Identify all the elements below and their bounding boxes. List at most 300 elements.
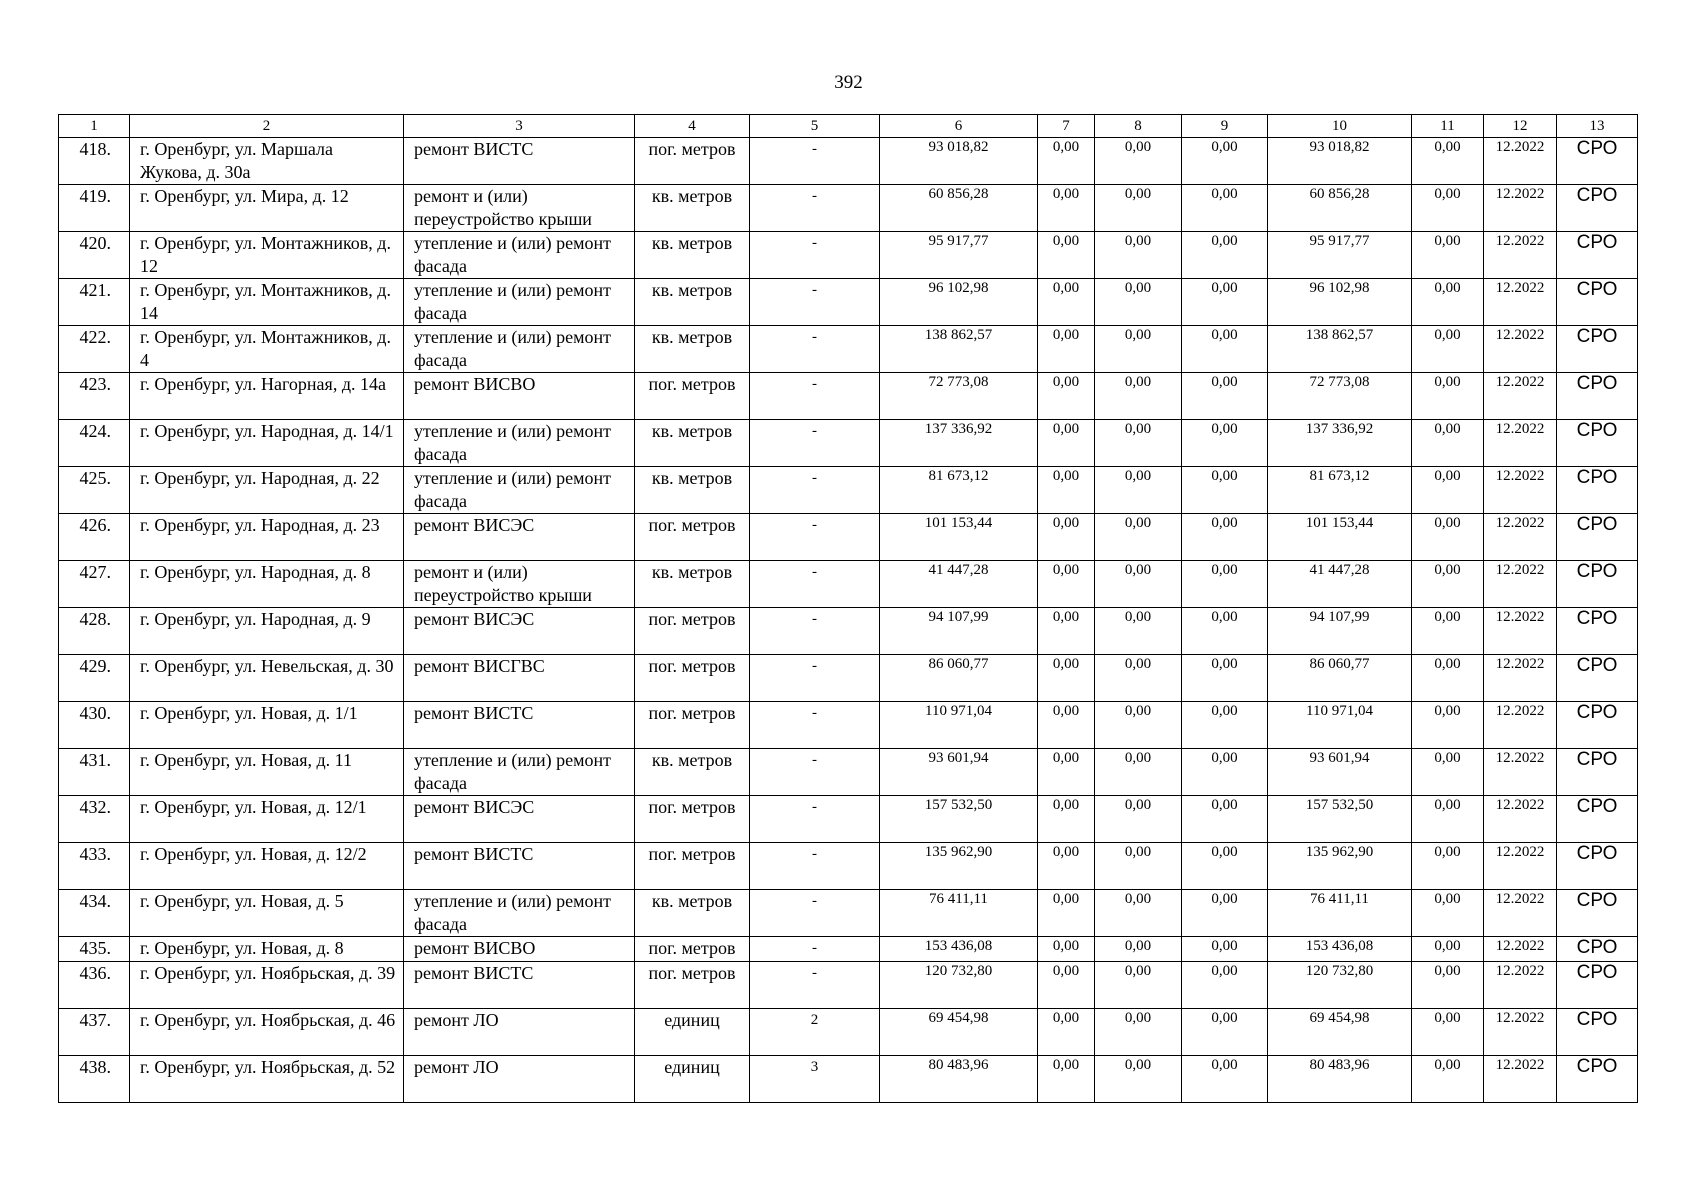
quantity-cell: 2: [750, 1009, 880, 1056]
col7-cell: 0,00: [1038, 467, 1095, 514]
col9-cell: 0,00: [1182, 373, 1268, 420]
col9-cell: 0,00: [1182, 467, 1268, 514]
work-type-cell: ремонт ВИСТС: [404, 962, 635, 1009]
address-cell: г. Оренбург, ул. Новая, д. 11: [130, 749, 404, 796]
col9-cell: 0,00: [1182, 420, 1268, 467]
total-cost-cell: 93 601,94: [880, 749, 1038, 796]
table-row: [59, 373, 1638, 420]
date-cell: 12.2022: [1484, 326, 1557, 373]
col9-cell: 0,00: [1182, 326, 1268, 373]
col9-cell: 0,00: [1182, 962, 1268, 1009]
date-cell: 12.2022: [1484, 843, 1557, 890]
column-header-2: 2: [130, 115, 404, 138]
work-type-cell: утепление и (или) ремонт фасада: [404, 279, 635, 326]
total-cost-cell: 110 971,04: [880, 702, 1038, 749]
total-cost-cell: 72 773,08: [880, 373, 1038, 420]
work-type-cell: утепление и (или) ремонт фасада: [404, 232, 635, 279]
total-cost-cell: 41 447,28: [880, 561, 1038, 608]
table-row: [59, 561, 1638, 608]
col7-cell: 0,00: [1038, 843, 1095, 890]
col7-cell: 0,00: [1038, 655, 1095, 702]
row-number: 419.: [59, 185, 130, 232]
date-cell: 12.2022: [1484, 373, 1557, 420]
col9-cell: 0,00: [1182, 937, 1268, 962]
date-cell: 12.2022: [1484, 561, 1557, 608]
unit-cell: пог. метров: [635, 514, 750, 561]
quantity-cell: -: [750, 937, 880, 962]
row-number: 434.: [59, 890, 130, 937]
quantity-cell: -: [750, 843, 880, 890]
work-type-cell: утепление и (или) ремонт фасада: [404, 467, 635, 514]
col7-cell: 0,00: [1038, 185, 1095, 232]
col11-cell: 0,00: [1412, 373, 1484, 420]
unit-cell: пог. метров: [635, 796, 750, 843]
col9-cell: 0,00: [1182, 843, 1268, 890]
unit-cell: единиц: [635, 1009, 750, 1056]
date-cell: 12.2022: [1484, 749, 1557, 796]
col8-cell: 0,00: [1095, 937, 1182, 962]
address-cell: г. Оренбург, ул. Новая, д. 5: [130, 890, 404, 937]
col11-cell: 0,00: [1412, 185, 1484, 232]
col8-cell: 0,00: [1095, 796, 1182, 843]
table-row: [59, 467, 1638, 514]
total-cost-cell: 157 532,50: [880, 796, 1038, 843]
total-cost-cell: 95 917,77: [880, 232, 1038, 279]
address-cell: г. Оренбург, ул. Народная, д. 9: [130, 608, 404, 655]
date-cell: 12.2022: [1484, 420, 1557, 467]
work-type-cell: ремонт и (или) переустройство крыши: [404, 561, 635, 608]
col9-cell: 0,00: [1182, 796, 1268, 843]
address-cell: г. Оренбург, ул. Народная, д. 23: [130, 514, 404, 561]
table-header-row: [59, 115, 1638, 138]
col10-cell: 94 107,99: [1268, 608, 1412, 655]
method-cell: СРО: [1557, 561, 1638, 608]
date-cell: 12.2022: [1484, 890, 1557, 937]
unit-cell: пог. метров: [635, 843, 750, 890]
work-type-cell: утепление и (или) ремонт фасада: [404, 326, 635, 373]
method-cell: СРО: [1557, 232, 1638, 279]
col7-cell: 0,00: [1038, 749, 1095, 796]
row-number: 428.: [59, 608, 130, 655]
col10-cell: 76 411,11: [1268, 890, 1412, 937]
col10-cell: 95 917,77: [1268, 232, 1412, 279]
col11-cell: 0,00: [1412, 608, 1484, 655]
col8-cell: 0,00: [1095, 467, 1182, 514]
column-header-3: 3: [404, 115, 635, 138]
unit-cell: пог. метров: [635, 138, 750, 185]
row-number: 418.: [59, 138, 130, 185]
work-type-cell: ремонт ВИСТС: [404, 138, 635, 185]
quantity-cell: 3: [750, 1056, 880, 1103]
col8-cell: 0,00: [1095, 1056, 1182, 1103]
method-cell: СРО: [1557, 843, 1638, 890]
table-row: [59, 514, 1638, 561]
col11-cell: 0,00: [1412, 514, 1484, 561]
col8-cell: 0,00: [1095, 373, 1182, 420]
row-number: 435.: [59, 937, 130, 962]
address-cell: г. Оренбург, ул. Монтажников, д. 4: [130, 326, 404, 373]
col9-cell: 0,00: [1182, 655, 1268, 702]
unit-cell: кв. метров: [635, 185, 750, 232]
method-cell: СРО: [1557, 185, 1638, 232]
date-cell: 12.2022: [1484, 232, 1557, 279]
unit-cell: кв. метров: [635, 232, 750, 279]
quantity-cell: -: [750, 702, 880, 749]
col9-cell: 0,00: [1182, 279, 1268, 326]
col11-cell: 0,00: [1412, 655, 1484, 702]
method-cell: СРО: [1557, 702, 1638, 749]
column-header-13: 13: [1557, 115, 1638, 138]
address-cell: г. Оренбург, ул. Народная, д. 22: [130, 467, 404, 514]
col8-cell: 0,00: [1095, 185, 1182, 232]
address-cell: г. Оренбург, ул. Новая, д. 8: [130, 937, 404, 962]
address-cell: г. Оренбург, ул. Нагорная, д. 14а: [130, 373, 404, 420]
col11-cell: 0,00: [1412, 962, 1484, 1009]
col7-cell: 0,00: [1038, 373, 1095, 420]
row-number: 420.: [59, 232, 130, 279]
address-cell: г. Оренбург, ул. Маршала Жукова, д. 30а: [130, 138, 404, 185]
table-row: [59, 420, 1638, 467]
total-cost-cell: 94 107,99: [880, 608, 1038, 655]
row-number: 421.: [59, 279, 130, 326]
quantity-cell: -: [750, 232, 880, 279]
address-cell: г. Оренбург, ул. Невельская, д. 30: [130, 655, 404, 702]
col11-cell: 0,00: [1412, 749, 1484, 796]
col7-cell: 0,00: [1038, 890, 1095, 937]
col9-cell: 0,00: [1182, 514, 1268, 561]
col10-cell: 138 862,57: [1268, 326, 1412, 373]
work-type-cell: утепление и (или) ремонт фасада: [404, 890, 635, 937]
method-cell: СРО: [1557, 937, 1638, 962]
quantity-cell: -: [750, 890, 880, 937]
date-cell: 12.2022: [1484, 185, 1557, 232]
unit-cell: пог. метров: [635, 373, 750, 420]
quantity-cell: -: [750, 138, 880, 185]
unit-cell: пог. метров: [635, 655, 750, 702]
table-row: [59, 749, 1638, 796]
date-cell: 12.2022: [1484, 138, 1557, 185]
unit-cell: пог. метров: [635, 702, 750, 749]
table-row: [59, 232, 1638, 279]
col7-cell: 0,00: [1038, 937, 1095, 962]
col10-cell: 157 532,50: [1268, 796, 1412, 843]
column-header-10: 10: [1268, 115, 1412, 138]
row-number: 422.: [59, 326, 130, 373]
column-header-11: 11: [1412, 115, 1484, 138]
column-header-1: 1: [59, 115, 130, 138]
quantity-cell: -: [750, 420, 880, 467]
col7-cell: 0,00: [1038, 1056, 1095, 1103]
work-type-cell: ремонт и (или) переустройство крыши: [404, 185, 635, 232]
date-cell: 12.2022: [1484, 1056, 1557, 1103]
col8-cell: 0,00: [1095, 843, 1182, 890]
total-cost-cell: 81 673,12: [880, 467, 1038, 514]
col8-cell: 0,00: [1095, 890, 1182, 937]
col10-cell: 80 483,96: [1268, 1056, 1412, 1103]
col10-cell: 120 732,80: [1268, 962, 1412, 1009]
col8-cell: 0,00: [1095, 702, 1182, 749]
total-cost-cell: 86 060,77: [880, 655, 1038, 702]
method-cell: СРО: [1557, 373, 1638, 420]
col7-cell: 0,00: [1038, 420, 1095, 467]
col11-cell: 0,00: [1412, 279, 1484, 326]
col11-cell: 0,00: [1412, 467, 1484, 514]
table-row: [59, 937, 1638, 962]
table-row: [59, 655, 1638, 702]
address-cell: г. Оренбург, ул. Новая, д. 1/1: [130, 702, 404, 749]
row-number: 438.: [59, 1056, 130, 1103]
work-type-cell: ремонт ВИСЭС: [404, 796, 635, 843]
unit-cell: пог. метров: [635, 608, 750, 655]
unit-cell: кв. метров: [635, 561, 750, 608]
column-header-8: 8: [1095, 115, 1182, 138]
col8-cell: 0,00: [1095, 655, 1182, 702]
row-number: 431.: [59, 749, 130, 796]
total-cost-cell: 93 018,82: [880, 138, 1038, 185]
address-cell: г. Оренбург, ул. Народная, д. 14/1: [130, 420, 404, 467]
date-cell: 12.2022: [1484, 655, 1557, 702]
col8-cell: 0,00: [1095, 279, 1182, 326]
col11-cell: 0,00: [1412, 796, 1484, 843]
col11-cell: 0,00: [1412, 232, 1484, 279]
work-type-cell: ремонт ВИСВО: [404, 937, 635, 962]
col10-cell: 69 454,98: [1268, 1009, 1412, 1056]
total-cost-cell: 69 454,98: [880, 1009, 1038, 1056]
quantity-cell: -: [750, 749, 880, 796]
col10-cell: 41 447,28: [1268, 561, 1412, 608]
row-number: 432.: [59, 796, 130, 843]
method-cell: СРО: [1557, 326, 1638, 373]
total-cost-cell: 96 102,98: [880, 279, 1038, 326]
col10-cell: 137 336,92: [1268, 420, 1412, 467]
col9-cell: 0,00: [1182, 608, 1268, 655]
col10-cell: 93 018,82: [1268, 138, 1412, 185]
col7-cell: 0,00: [1038, 1009, 1095, 1056]
table-row: [59, 138, 1638, 185]
page-number: 392: [834, 72, 863, 93]
method-cell: СРО: [1557, 655, 1638, 702]
col8-cell: 0,00: [1095, 232, 1182, 279]
quantity-cell: -: [750, 962, 880, 1009]
row-number: 425.: [59, 467, 130, 514]
col10-cell: 110 971,04: [1268, 702, 1412, 749]
col10-cell: 153 436,08: [1268, 937, 1412, 962]
col10-cell: 93 601,94: [1268, 749, 1412, 796]
method-cell: СРО: [1557, 279, 1638, 326]
total-cost-cell: 80 483,96: [880, 1056, 1038, 1103]
col7-cell: 0,00: [1038, 561, 1095, 608]
quantity-cell: -: [750, 561, 880, 608]
unit-cell: пог. метров: [635, 937, 750, 962]
date-cell: 12.2022: [1484, 467, 1557, 514]
col8-cell: 0,00: [1095, 962, 1182, 1009]
col11-cell: 0,00: [1412, 1009, 1484, 1056]
address-cell: г. Оренбург, ул. Монтажников, д. 12: [130, 232, 404, 279]
row-number: 429.: [59, 655, 130, 702]
col8-cell: 0,00: [1095, 561, 1182, 608]
method-cell: СРО: [1557, 514, 1638, 561]
work-type-cell: утепление и (или) ремонт фасада: [404, 749, 635, 796]
col7-cell: 0,00: [1038, 702, 1095, 749]
col10-cell: 60 856,28: [1268, 185, 1412, 232]
total-cost-cell: 135 962,90: [880, 843, 1038, 890]
col11-cell: 0,00: [1412, 138, 1484, 185]
col8-cell: 0,00: [1095, 749, 1182, 796]
method-cell: СРО: [1557, 608, 1638, 655]
quantity-cell: -: [750, 279, 880, 326]
col7-cell: 0,00: [1038, 279, 1095, 326]
col10-cell: 86 060,77: [1268, 655, 1412, 702]
col11-cell: 0,00: [1412, 843, 1484, 890]
table-row: [59, 608, 1638, 655]
col9-cell: 0,00: [1182, 749, 1268, 796]
col11-cell: 0,00: [1412, 702, 1484, 749]
method-cell: СРО: [1557, 1056, 1638, 1103]
address-cell: г. Оренбург, ул. Народная, д. 8: [130, 561, 404, 608]
date-cell: 12.2022: [1484, 796, 1557, 843]
unit-cell: кв. метров: [635, 420, 750, 467]
col7-cell: 0,00: [1038, 326, 1095, 373]
col11-cell: 0,00: [1412, 420, 1484, 467]
col9-cell: 0,00: [1182, 185, 1268, 232]
column-header-7: 7: [1038, 115, 1095, 138]
date-cell: 12.2022: [1484, 962, 1557, 1009]
work-type-cell: ремонт ВИСВО: [404, 373, 635, 420]
work-type-cell: утепление и (или) ремонт фасада: [404, 420, 635, 467]
quantity-cell: -: [750, 796, 880, 843]
unit-cell: кв. метров: [635, 890, 750, 937]
column-header-9: 9: [1182, 115, 1268, 138]
col7-cell: 0,00: [1038, 232, 1095, 279]
work-type-cell: ремонт ЛО: [404, 1009, 635, 1056]
total-cost-cell: 153 436,08: [880, 937, 1038, 962]
address-cell: г. Оренбург, ул. Монтажников, д. 14: [130, 279, 404, 326]
quantity-cell: -: [750, 655, 880, 702]
col7-cell: 0,00: [1038, 514, 1095, 561]
quantity-cell: -: [750, 326, 880, 373]
table-row: [59, 962, 1638, 1009]
address-cell: г. Оренбург, ул. Ноябрьская, д. 46: [130, 1009, 404, 1056]
method-cell: СРО: [1557, 890, 1638, 937]
method-cell: СРО: [1557, 467, 1638, 514]
col8-cell: 0,00: [1095, 1009, 1182, 1056]
total-cost-cell: 76 411,11: [880, 890, 1038, 937]
col9-cell: 0,00: [1182, 232, 1268, 279]
work-type-cell: ремонт ВИСЭС: [404, 608, 635, 655]
unit-cell: единиц: [635, 1056, 750, 1103]
table-row: [59, 702, 1638, 749]
method-cell: СРО: [1557, 749, 1638, 796]
address-cell: г. Оренбург, ул. Ноябрьская, д. 52: [130, 1056, 404, 1103]
row-number: 436.: [59, 962, 130, 1009]
total-cost-cell: 101 153,44: [880, 514, 1038, 561]
method-cell: СРО: [1557, 796, 1638, 843]
quantity-cell: -: [750, 467, 880, 514]
column-header-4: 4: [635, 115, 750, 138]
col8-cell: 0,00: [1095, 420, 1182, 467]
data-table: [58, 114, 1638, 1103]
col7-cell: 0,00: [1038, 962, 1095, 1009]
col10-cell: 81 673,12: [1268, 467, 1412, 514]
table-row: [59, 796, 1638, 843]
work-type-cell: ремонт ЛО: [404, 1056, 635, 1103]
date-cell: 12.2022: [1484, 279, 1557, 326]
col9-cell: 0,00: [1182, 561, 1268, 608]
row-number: 437.: [59, 1009, 130, 1056]
col10-cell: 72 773,08: [1268, 373, 1412, 420]
col8-cell: 0,00: [1095, 326, 1182, 373]
table-row: [59, 185, 1638, 232]
total-cost-cell: 60 856,28: [880, 185, 1038, 232]
table-row: [59, 890, 1638, 937]
col8-cell: 0,00: [1095, 138, 1182, 185]
quantity-cell: -: [750, 514, 880, 561]
unit-cell: кв. метров: [635, 326, 750, 373]
work-type-cell: ремонт ВИСГВС: [404, 655, 635, 702]
col9-cell: 0,00: [1182, 1056, 1268, 1103]
table-row: [59, 843, 1638, 890]
table-body: [59, 138, 1638, 1103]
col10-cell: 101 153,44: [1268, 514, 1412, 561]
table-row: [59, 1056, 1638, 1103]
table-row: [59, 1009, 1638, 1056]
date-cell: 12.2022: [1484, 514, 1557, 561]
work-type-cell: ремонт ВИСЭС: [404, 514, 635, 561]
row-number: 424.: [59, 420, 130, 467]
date-cell: 12.2022: [1484, 937, 1557, 962]
row-number: 427.: [59, 561, 130, 608]
column-header-12: 12: [1484, 115, 1557, 138]
col9-cell: 0,00: [1182, 1009, 1268, 1056]
total-cost-cell: 137 336,92: [880, 420, 1038, 467]
col11-cell: 0,00: [1412, 890, 1484, 937]
unit-cell: кв. метров: [635, 467, 750, 514]
col11-cell: 0,00: [1412, 326, 1484, 373]
table-row: [59, 326, 1638, 373]
column-header-6: 6: [880, 115, 1038, 138]
unit-cell: кв. метров: [635, 749, 750, 796]
col10-cell: 135 962,90: [1268, 843, 1412, 890]
col11-cell: 0,00: [1412, 561, 1484, 608]
total-cost-cell: 120 732,80: [880, 962, 1038, 1009]
method-cell: СРО: [1557, 138, 1638, 185]
col8-cell: 0,00: [1095, 608, 1182, 655]
address-cell: г. Оренбург, ул. Новая, д. 12/1: [130, 796, 404, 843]
address-cell: г. Оренбург, ул. Ноябрьская, д. 39: [130, 962, 404, 1009]
col11-cell: 0,00: [1412, 1056, 1484, 1103]
col10-cell: 96 102,98: [1268, 279, 1412, 326]
col7-cell: 0,00: [1038, 608, 1095, 655]
table-row: [59, 279, 1638, 326]
col8-cell: 0,00: [1095, 514, 1182, 561]
work-type-cell: ремонт ВИСТС: [404, 702, 635, 749]
row-number: 433.: [59, 843, 130, 890]
column-header-5: 5: [750, 115, 880, 138]
quantity-cell: -: [750, 185, 880, 232]
col11-cell: 0,00: [1412, 937, 1484, 962]
method-cell: СРО: [1557, 420, 1638, 467]
date-cell: 12.2022: [1484, 608, 1557, 655]
col7-cell: 0,00: [1038, 796, 1095, 843]
unit-cell: кв. метров: [635, 279, 750, 326]
unit-cell: пог. метров: [635, 962, 750, 1009]
address-cell: г. Оренбург, ул. Мира, д. 12: [130, 185, 404, 232]
date-cell: 12.2022: [1484, 1009, 1557, 1056]
col9-cell: 0,00: [1182, 138, 1268, 185]
col7-cell: 0,00: [1038, 138, 1095, 185]
col9-cell: 0,00: [1182, 890, 1268, 937]
col9-cell: 0,00: [1182, 702, 1268, 749]
